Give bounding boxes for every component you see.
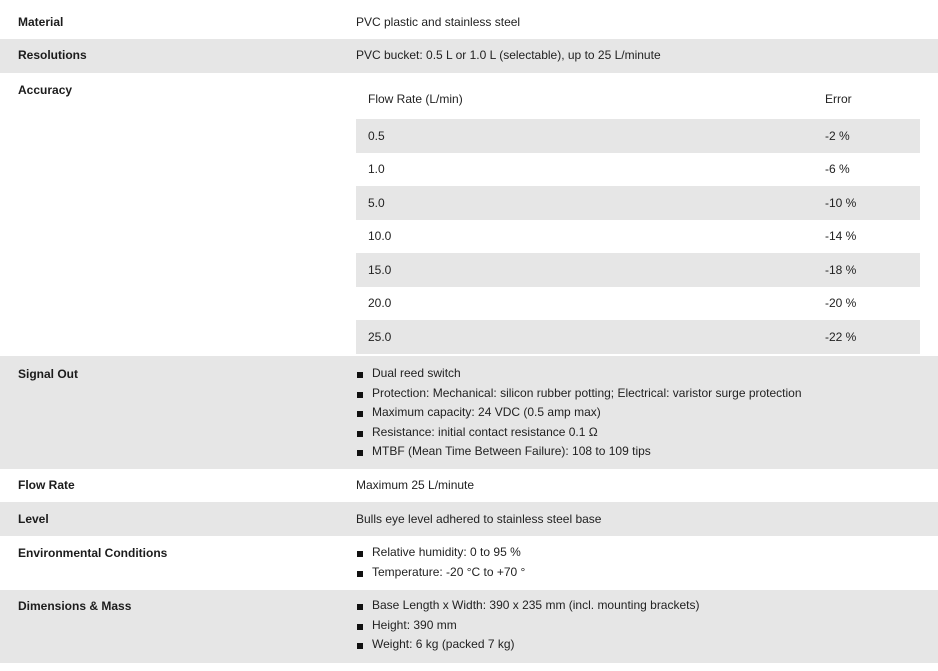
spec-value: Maximum 25 L/minute [356,478,475,492]
spec-label: Dimensions & Mass [18,599,132,613]
spec-label: Environmental Conditions [18,546,168,560]
error-cell: -22 % [825,329,857,344]
list-item: Temperature: -20 °C to +70 ° [356,563,938,583]
spec-row-material [0,0,938,39]
bullet-list [356,596,938,655]
list-item: MTBF (Mean Time Between Failure): 108 to 109 tips [356,442,938,462]
header-flow-rate: Flow Rate (L/min) [368,92,463,106]
flow-rate-cell: 15.0 [368,262,392,277]
spec-label: Level [18,512,49,526]
table-row [356,320,920,354]
list-item: Resistance: initial contact resistance 0.1 Ω [356,423,938,443]
list-item: Protection: Mechanical: silicon rubber potting; Electrical: varistor surge protection [356,384,938,404]
bullet-list [356,364,938,462]
list-item: Dual reed switch [356,364,938,384]
table-row [356,153,920,187]
error-cell: -18 % [825,262,857,277]
error-cell: -20 % [825,296,857,311]
table-row [356,253,920,287]
error-cell: -10 % [825,195,857,210]
accuracy-table-header [356,79,920,119]
table-row [356,287,920,321]
list-item: Height: 390 mm [356,616,938,636]
spec-value: PVC plastic and stainless steel [356,15,521,29]
spec-row-environmental [0,536,938,590]
spec-value: Bulls eye level adhered to stainless steel base [356,512,602,526]
list-item: Weight: 6 kg (packed 7 kg) [356,635,938,655]
list-item: Relative humidity: 0 to 95 % [356,543,938,563]
spec-row-signal-out [0,356,938,469]
spec-label: Flow Rate [18,478,75,492]
spec-row-flow-rate [0,469,938,502]
table-row [356,220,920,254]
flow-rate-cell: 5.0 [368,195,385,210]
accuracy-table [356,79,920,354]
header-error: Error [825,92,852,106]
spec-value: PVC bucket: 0.5 L or 1.0 L (selectable), up to 25 L/minute [356,48,661,62]
flow-rate-cell: 1.0 [368,162,385,177]
flow-rate-cell: 10.0 [368,229,392,244]
table-row [356,186,920,220]
spec-row-resolutions [0,39,938,73]
flow-rate-cell: 0.5 [368,128,385,143]
spec-value [356,536,938,590]
spec-label: Signal Out [18,367,78,381]
spec-label: Material [18,15,64,29]
spec-row-level [0,502,938,536]
spec-label: Accuracy [18,83,73,97]
spec-value [356,356,938,469]
error-cell: -6 % [825,162,850,177]
error-cell: -2 % [825,128,850,143]
accuracy-table-wrap [356,73,938,356]
flow-rate-cell: 20.0 [368,296,392,311]
error-cell: -14 % [825,229,857,244]
spec-row-accuracy [0,73,938,356]
spec-value [356,590,938,663]
bullet-list [356,543,938,582]
list-item: Base Length x Width: 390 x 235 mm (incl. mounting brackets) [356,596,938,616]
spec-row-dimensions [0,590,938,663]
flow-rate-cell: 25.0 [368,329,392,344]
spec-label: Resolutions [18,48,87,62]
list-item: Maximum capacity: 24 VDC (0.5 amp max) [356,403,938,423]
table-row [356,119,920,153]
